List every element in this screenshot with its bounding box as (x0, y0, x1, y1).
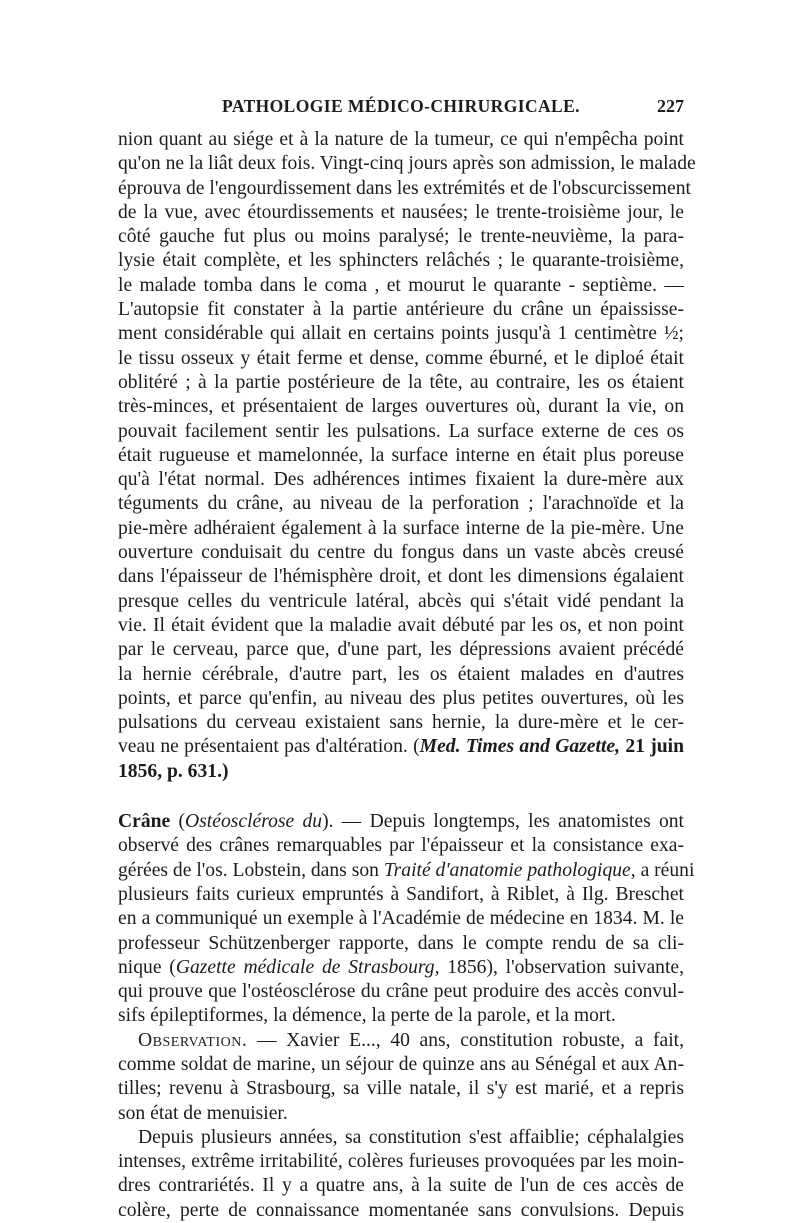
text-line-observation: Observation. — Xavier E..., 40 ans, constitution robuste, a fait, (138, 1029, 684, 1051)
text-line: professeur Schützenberger rapporte, dans le compte rendu de sa cli- (118, 932, 684, 954)
text-line: comme soldat de marine, un séjour de quinze ans au Sénégal et aux An- (118, 1053, 684, 1075)
text-line: ment considérable qui allait en certains points jusqu'à 1 centimètre ½; (118, 323, 684, 345)
text-line: L'autopsie fit constater à la partie antérieure du crâne un épaississe- (118, 299, 684, 321)
text-line: très-minces, et présentaient de larges ouvertures où, durant la vie, on (118, 396, 684, 418)
text-line: dres contrariétés. Il y a quatre ans, à la suite de l'un de ces accès de (118, 1175, 684, 1197)
text-line: lysie était complète, et les sphincters relâchés ; le quarante-troisième, (118, 250, 684, 272)
text-line: points, et parce qu'enfin, au niveau des plus petites ouvertures, où les (118, 687, 684, 709)
text-line: pouvait facilement sentir les pulsations. La surface externe de ces os (118, 420, 684, 442)
section-heading: Crâne (118, 811, 171, 833)
citation-journal: Med. Times and Gazette, (419, 736, 620, 758)
text-line: son état de menuisier. (118, 1102, 288, 1124)
text-line: éprouva de l'engourdissement dans les extrémités et de l'obscurcissement (118, 177, 691, 199)
text-line: vie. Il était évident que la maladie avait débuté par les os, et non point (118, 614, 684, 636)
text-line: téguments du crâne, au niveau de la perforation ; l'arachnoïde et la (118, 493, 684, 515)
body-text (118, 128, 696, 1223)
text-line-citation (118, 735, 684, 759)
text-line: en a communiqué un exemple à l'Académie de médecine en 1834. M. le (118, 908, 684, 930)
text-line: le malade tomba dans le coma , et mourut le quarante - septième. — (118, 274, 684, 296)
text-line: qu'on ne la liât deux fois. Vingt-cinq jours après son admission, le malade (118, 153, 696, 175)
text-line: nique (Gazette médicale de Strasbourg, 1856), l'observation suivante, (118, 956, 684, 978)
text-line: presque celles du ventricule latéral, abcès qui s'était vidé pendant la (118, 590, 684, 612)
running-header (118, 96, 684, 124)
section-gap (118, 784, 684, 810)
text-line: plusieurs faits curieux empruntés à Sandifort, à Riblet, à Ilg. Breschet (118, 883, 684, 905)
text-line: dans l'épaisseur de l'hémisphère droit, et dont les dimensions égalaient (118, 566, 684, 588)
book-title: Traité d'anatomie pathologique (383, 859, 631, 881)
text-line: sifs épileptiformes, la démence, la perte de la parole, et la mort. (118, 1005, 616, 1027)
text-line: le tissu osseux y était ferme et dense, comme éburné, et le diploé était (118, 347, 684, 369)
page-number: 227 (657, 96, 684, 116)
text-line: Depuis plusieurs années, sa constitution s'est affaiblie; céphalalgies (138, 1126, 684, 1148)
text-line: par le cerveau, parce que, d'une part, les dépressions avaient précédé (118, 639, 684, 661)
citation-lead: veau ne présentaient pas d'altération. ( (118, 736, 420, 758)
paragraph-observation (118, 1029, 684, 1126)
text-line: colère, perte de connaissance momentanée sans convulsions. Depuis (118, 1199, 684, 1221)
paragraph-history (118, 1126, 684, 1223)
paragraph-case-continuation (118, 128, 696, 784)
text-line-citation-end: 1856, p. 631.) (118, 760, 229, 782)
journal-title: Gazette médicale de Strasbourg, (175, 956, 440, 978)
text-line: pulsations du cerveau existaient sans hernie, la dure-mère et le cer- (118, 712, 684, 734)
text-line: qu'à l'état normal. Des adhérences intimes fixaient la dure-mère aux (118, 469, 684, 491)
text-line: qui prouve que l'ostéosclérose du crâne peut produire des accès convul- (118, 981, 684, 1003)
text-line: était rugueuse et mamelonnée, la surface interne en était plus poreuse (118, 444, 684, 466)
text-line: nion quant au siége et à la nature de la tumeur, ce qui n'empêcha point (118, 129, 684, 150)
text-line: de la vue, avec étourdissements et nausées; le trente-troisième jour, le (118, 201, 684, 223)
text-line: côté gauche fut plus ou moins paralysé; le trente-neuvième, la para- (118, 226, 684, 248)
text-line: gérées de l'os. Lobstein, dans son Traité d'anatomie pathologique, a réuni (118, 859, 695, 881)
text-line: pie-mère adhéraient également à la surface interne de la pie-mère. Une (118, 517, 684, 539)
text-line: intenses, extrême irritabilité, colères furieuses provoquées par les moin- (118, 1151, 684, 1173)
section-subtitle: Ostéosclérose du (185, 811, 323, 833)
text-line: observé des crânes remarquables par l'épaisseur et la consistance exa- (118, 835, 684, 857)
header-title: PATHOLOGIE MÉDICO-CHIRURGICALE. (222, 96, 580, 116)
paragraph-crane-osteosclerose (118, 810, 695, 1029)
observation-label: Observation. (138, 1029, 248, 1051)
text-line: ouverture conduisait du centre du fongus dans un vaste abcès creusé (118, 542, 684, 564)
text-line: la hernie cérébrale, d'autre part, les os étaient malades en d'autres (118, 663, 684, 685)
text-line: tilles; revenu à Strasbourg, sa ville natale, il s'y est marié, et a repris (118, 1078, 684, 1100)
citation-date: 21 juin (619, 736, 685, 758)
text-line-heading: Crâne (Ostéosclérose du). — Depuis longtemps, les anatomistes ont (118, 811, 684, 833)
text-line: oblitéré ; à la partie postérieure de la tête, au contraire, les os étaient (118, 371, 684, 393)
